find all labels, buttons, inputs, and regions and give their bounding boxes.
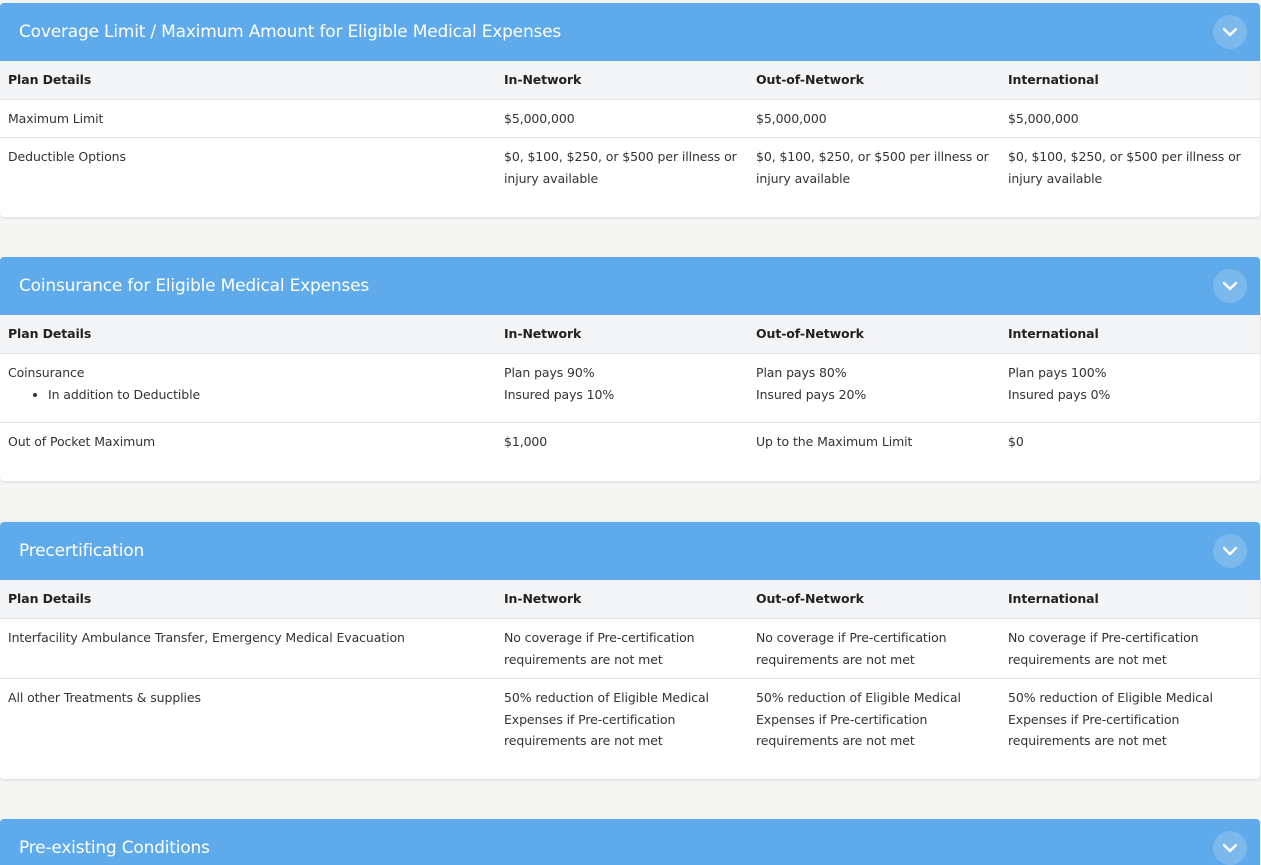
in-network-value: $5,000,000 (504, 111, 575, 126)
international-value: $5,000,000 (1008, 111, 1079, 126)
in-network-value: $0, $100, $250, or $500 per illness or injury available (504, 149, 737, 186)
section-title: Precertification (19, 541, 145, 561)
international-value: 50% reduction of Eligible Medical Expenses if Pre-certification requirements are not met (1008, 690, 1213, 748)
row-label: Maximum Limit (8, 111, 104, 126)
insured-pays: Insured pays 10% (504, 386, 615, 402)
table-row (0, 354, 1260, 423)
column-header-out-of-network: Out-of-Network (756, 72, 864, 88)
in-network-value: No coverage if Pre-certification requirements are not met (504, 630, 695, 667)
table-row (0, 100, 1260, 138)
precertification-section (0, 522, 1260, 779)
column-header-out-of-network: Out-of-Network (756, 326, 864, 342)
column-header-plan-details: Plan Details (8, 591, 92, 607)
out-of-network-value: No coverage if Pre-certification requirements are not met (756, 630, 947, 667)
column-header-out-of-network: Out-of-Network (756, 591, 864, 607)
international-value: No coverage if Pre-certification requirements are not met (1008, 630, 1199, 667)
section-header-coinsurance[interactable] (0, 257, 1260, 315)
column-header-in-network: In-Network (504, 591, 582, 607)
insured-pays: Insured pays 0% (1008, 386, 1111, 402)
section-header-coverage-limit[interactable] (0, 3, 1260, 61)
out-of-network-value (756, 362, 1008, 422)
row-label-cell (0, 362, 504, 422)
table-row (0, 619, 1260, 679)
column-header-plan-details: Plan Details (8, 326, 92, 342)
chevron-down-icon[interactable] (1213, 269, 1247, 303)
table-row (0, 423, 1260, 481)
column-header-plan-details: Plan Details (8, 72, 92, 88)
out-of-network-value: $0, $100, $250, or $500 per illness or injury available (756, 149, 989, 186)
list-item: • In addition to Deductible (48, 384, 490, 406)
table-row (0, 138, 1260, 217)
chevron-down-icon[interactable] (1213, 15, 1247, 49)
section-title: Coinsurance for Eligible Medical Expenses (19, 276, 369, 296)
section-header-pre-existing-conditions[interactable] (0, 819, 1260, 865)
pre-existing-conditions-section (0, 819, 1260, 865)
out-of-network-value: $5,000,000 (756, 111, 827, 126)
in-network-value: $1,000 (504, 434, 548, 449)
row-label: Coinsurance (8, 365, 85, 380)
column-header-in-network: In-Network (504, 72, 582, 88)
coverage-limit-section (0, 3, 1260, 217)
row-label: Deductible Options (8, 149, 126, 164)
in-network-value (504, 362, 756, 422)
out-of-network-value: 50% reduction of Eligible Medical Expenses if Pre-certification requirements are not met (756, 690, 961, 748)
column-header-in-network: In-Network (504, 326, 582, 342)
international-value: $0, $100, $250, or $500 per illness or injury available (1008, 149, 1241, 186)
insured-pays: Insured pays 20% (756, 386, 867, 402)
row-label: All other Treatments & supplies (8, 690, 201, 705)
international-value (1008, 362, 1260, 422)
international-value: $0 (1008, 434, 1024, 449)
chevron-down-icon[interactable] (1213, 831, 1247, 865)
column-header-international: International (1008, 591, 1099, 607)
sub-bullet-list (8, 384, 490, 406)
table-header-row (0, 61, 1260, 100)
column-header-international: International (1008, 72, 1099, 88)
row-label: Interfacility Ambulance Transfer, Emergency Medical Evacuation (8, 630, 405, 645)
coinsurance-section (0, 257, 1260, 481)
plan-pays: Plan pays 100% (1008, 365, 1107, 380)
table-header-row (0, 315, 1260, 354)
row-label: Out of Pocket Maximum (8, 434, 156, 449)
plan-pays: Plan pays 90% (504, 365, 595, 380)
in-network-value: 50% reduction of Eligible Medical Expenses if Pre-certification requirements are not met (504, 690, 709, 748)
plan-pays: Plan pays 80% (756, 365, 847, 380)
chevron-down-icon[interactable] (1213, 534, 1247, 568)
table-row (0, 679, 1260, 779)
out-of-network-value: Up to the Maximum Limit (756, 434, 913, 449)
section-title: Pre-existing Conditions (19, 838, 210, 858)
table-header-row (0, 580, 1260, 619)
section-title: Coverage Limit / Maximum Amount for Eligible Medical Expenses (19, 22, 562, 42)
section-header-precertification[interactable] (0, 522, 1260, 580)
column-header-international: International (1008, 326, 1099, 342)
